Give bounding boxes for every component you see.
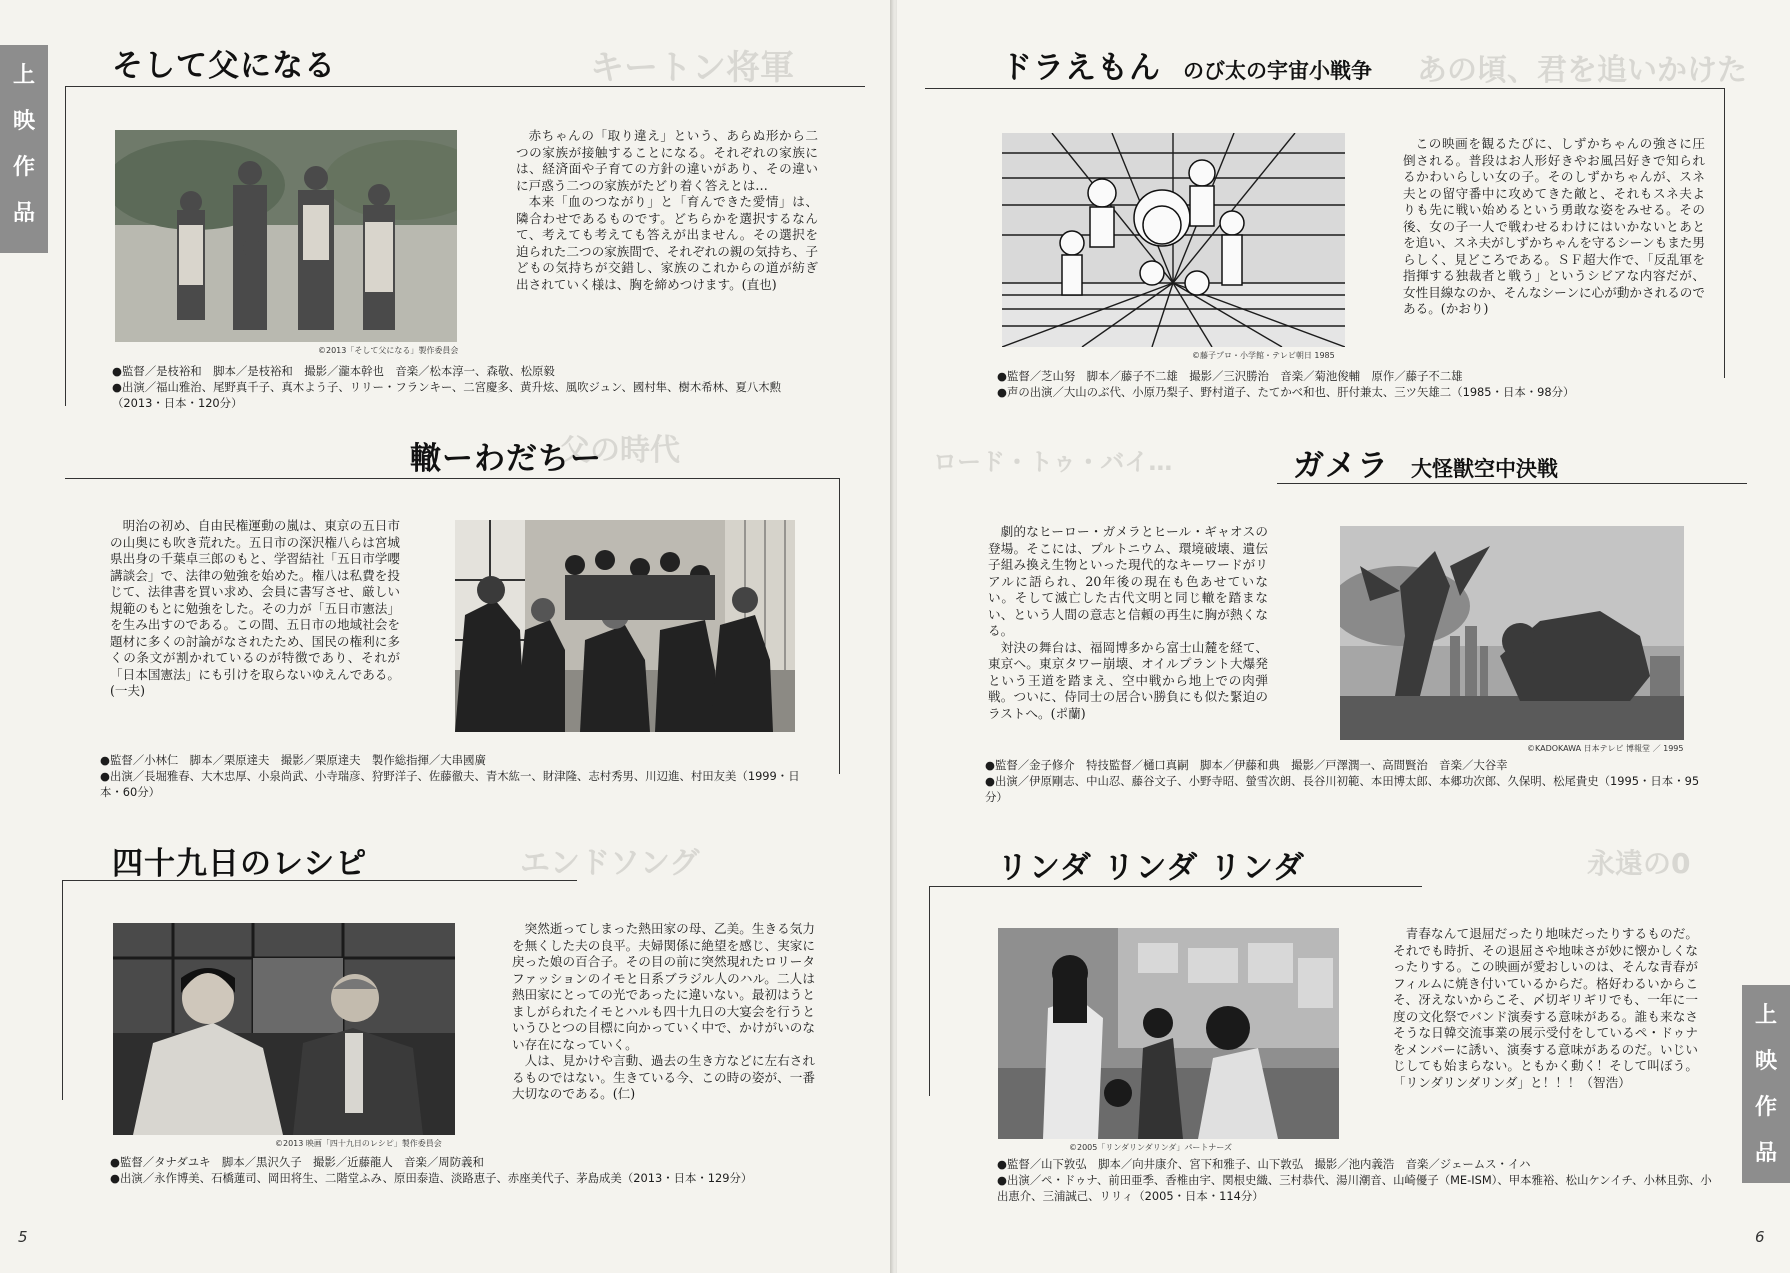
divider	[1277, 483, 1747, 484]
divider	[925, 88, 1725, 89]
film-photo	[455, 520, 795, 732]
right-page	[897, 0, 1790, 1273]
review-paragraph: 人は、見かけや言動、過去の生き方などに左右されるものではない。生きている今、この時の姿が、一番大切なのである。(仁)	[512, 1053, 815, 1101]
staff-line: ●監督／金子修介 特技監督／樋口真嗣 脚本／伊藤和典 撮影／戸澤潤一、高間賢治 音楽／大谷幸	[985, 758, 1508, 772]
film-staff	[985, 757, 1715, 805]
photo-credit: ©藤子プロ・小学館・テレビ朝日 1985	[1192, 351, 1335, 360]
left-page	[0, 0, 893, 1273]
film-staff	[997, 368, 1717, 400]
film-title: そして父になる	[112, 48, 336, 84]
staff-line: ●監督／小林仁 脚本／栗原達夫 撮影／栗原達夫 製作総指揮／大串國廣	[100, 753, 486, 767]
photo-credit: ©2013「そして父になる」製作委員会	[318, 346, 459, 355]
film-title	[1293, 440, 1558, 485]
film-review	[988, 524, 1268, 722]
divider	[62, 880, 577, 881]
side-label-char: 作	[12, 155, 35, 180]
review-paragraph: 本来「血のつながり」と「育んできた愛情」は、隣合わせであるものです。どちらかを選択するなんて、考えても考えても答えが出ません。その選択を迫られた二つの家族間で、それぞれの親の気持ち、子どもの気持ちが交錯し、家族のこれからの道が紡ぎ出されていく様は、胸を締めつけます。(直也)	[516, 194, 818, 292]
showthrough-text: キートン将軍	[590, 48, 794, 88]
film-title	[1001, 42, 1372, 87]
photo-credit: ©KADOKAWA 日本テレビ 博報堂 ／ 1995	[1527, 744, 1684, 753]
divider	[839, 478, 840, 774]
divider	[65, 478, 840, 479]
divider	[1724, 88, 1725, 378]
film-title: リンダ リンダ リンダ	[997, 850, 1305, 886]
film-staff	[110, 1154, 810, 1186]
side-label-char: 作	[1754, 1095, 1777, 1120]
cast-line: ●出演／ペ・ドゥナ、前田亜季、香椎由宇、関根史織、三村恭代、湯川潮音、山崎優子（ME-ISM）、甲本雅裕、松山ケンイチ、小林且弥、小出恵介、三浦誠己、リリィ（2005・日本・114分）	[997, 1173, 1712, 1203]
cast-line: ●出演／永作博美、石橋蓮司、岡田将生、二階堂ふみ、原田泰造、淡路恵子、赤座美代子、茅島成美（2013・日本・129分）	[110, 1171, 753, 1185]
staff-line: ●監督／芝山努 脚本／藤子不二雄 撮影／三沢勝治 音楽／菊池俊輔 原作／藤子不二雄	[997, 369, 1463, 383]
film-photo	[998, 928, 1339, 1139]
showthrough-text: あの頃、君を追いかけた	[1417, 53, 1747, 88]
film-staff	[112, 363, 812, 411]
film-title-main: ドラえもん	[1001, 50, 1161, 86]
showthrough-text: 永遠の0	[1587, 847, 1691, 880]
film-photo	[1002, 133, 1345, 347]
side-label-char: 品	[12, 201, 35, 226]
film-photo	[1340, 526, 1684, 740]
side-label-char: 上	[1754, 1003, 1777, 1028]
film-subtitle: 大怪獣空中決戦	[1411, 457, 1558, 481]
film-review	[110, 518, 400, 700]
divider	[929, 886, 930, 1096]
review-paragraph: 突然逝ってしまった熱田家の母、乙美。生きる気力を無くした夫の良平。夫婦関係に絶望を感じ、実家に戻った娘の百合子。その目の前に突然現れたロリータファッションのイモと日系ブラジル人のハル。二人は熱田家にとっての光であったに違いない。最初はうとましがられたイモとハルも四十九日の大宴会を行うというひとつの目標に向かっていく中で、かけがいのない存在になっていく。	[512, 921, 815, 1052]
side-label-char: 映	[1754, 1049, 1777, 1074]
film-review	[512, 921, 815, 1103]
film-photo	[113, 923, 455, 1135]
film-title-main: ガメラ	[1293, 448, 1389, 484]
film-staff	[100, 752, 810, 800]
film-review	[516, 128, 818, 293]
divider	[62, 880, 63, 1100]
page-number: 6	[1755, 1228, 1765, 1246]
film-subtitle: のび太の宇宙小戦争	[1183, 59, 1372, 83]
cast-line: ●出演／長堀雅春、大木忠厚、小泉尚武、小寺瑞彦、狩野洋子、佐藤徹夫、青木紘一、財津隆、志村秀男、川辺進、村田友美（1999・日本・60分）	[100, 769, 800, 799]
review-paragraph: 対決の舞台は、福岡博多から富士山麓を経て、東京へ。東京タワー崩壊、オイルプラント大爆発という王道を踏まえ、空中戦から地上での肉弾戦。ついに、侍同士の居合い勝負にも似た緊迫のラストへ。(ポ蘭)	[988, 639, 1268, 721]
film-photo	[115, 130, 457, 342]
showthrough-text: エンドソング	[520, 846, 700, 881]
staff-line: ●監督／タナダユキ 脚本／黒沢久子 撮影／近藤龍人 音楽／周防義和	[110, 1155, 484, 1169]
side-label-tab	[1742, 985, 1790, 1183]
divider	[65, 86, 865, 87]
cast-line: ●出演／伊原剛志、中山忍、藤谷文子、小野寺昭、螢雪次朗、長谷川初範、本田博太郎、本郷功次郎、久保明、松尾貴史（1995・日本・95分）	[985, 774, 1700, 804]
divider	[65, 86, 66, 406]
review-paragraph: 青春なんて退屈だったり地味だったりするものだ。それでも時折、その退屈さや地味さが妙に懐かしくなったりする。この映画が愛おしいのは、そんな青春がフィルムに焼き付いているからだ。格好わるいからこそ、冴えないからこそ、〆切ギリギリでも、一年に一度の文化祭でバンド演奏する意味がある。誰も来なさそうな日韓交流事業の展示受付をしているペ・ドゥナをメンバーに誘い、演奏する意味があるのだ。いじいじしても始まらない。ともかく動く！そして叫ぼう。「リンダリンダリンダ」と！！！（智浩）	[1393, 926, 1699, 1090]
side-label-tab	[0, 45, 48, 253]
review-paragraph: 赤ちゃんの「取り違え」という、あらぬ形から二つの家族が接触することになる。それぞれの家族には、経済面や子育ての方針の違いがあり、その違いに戸惑う二つの家族がたどり着く答えとは…	[516, 128, 818, 193]
review-paragraph: 明治の初め、自由民権運動の嵐は、東京の五日市の山奥にも吹き荒れた。五日市の深沢権八らは宮城県出身の千葉卓三郎のもと、学習結社「五日市学嚶講談会」で、法律の勉強を始めた。権八は私費を投じて、法律書を買い求め、会員に書写させ、厳しい規範のもとに勉強をした。その力が「五日市憲法」を生み出すのである。この間、五日市の地域社会を題材に多くの討論がなされたため、国民の権利に多くの条文が割かれているのが特徴であり、それが「日本国憲法」にも引けを取らないゆえんである。(一夫)	[110, 518, 400, 698]
film-review	[1393, 926, 1698, 1091]
side-label-char: 上	[12, 63, 35, 88]
review-paragraph: この映画を観るたびに、しずかちゃんの強さに圧倒される。普段はお人形好きやお風呂好きで知られるかわいらしい女の子。そのしずかちゃんが、スネ夫との留守番中に攻めてきた敵と、それもスネ夫よりも先に戦い始めるという勇敢な姿をみせる。その後、女の子一人で戦わせるわけにはいかないとあとを追い、スネ夫がしずかちゃんを守るシーンもまた男らしく、見どころである。ＳＦ超大作で、「反乱軍を指揮する独裁者と戦う」というシビアな内容だが、女性目線なのか、そんなシーンに心が動かされるのである。(かおり)	[1403, 136, 1705, 316]
film-title: 轍ーわだちー	[410, 441, 602, 477]
side-label-char: 映	[12, 109, 35, 134]
review-paragraph: 劇的なヒーロー・ガメラとヒール・ギャオスの登場。そこには、プルトニウム、環境破壊、遺伝子組み換え生物といった現代的なキーワードがリアルに語られ、20年後の現在も色あせていない。そして滅亡した古代文明と同じ轍を踏まない、という人間の意志と信頼の再生に胸が熱くなる。	[988, 524, 1268, 638]
cast-line: ●出演／福山雅治、尾野真千子、真木よう子、リリー・フランキー、二宮慶多、黄升炫、風吹ジュン、國村隼、樹木希林、夏八木勲（2013・日本・120分）	[112, 380, 782, 410]
divider	[929, 886, 1422, 887]
showthrough-text: 父の時代	[560, 433, 680, 468]
showthrough-text: ロード・トゥ・バイ…	[933, 448, 1173, 476]
photo-credit: ©2013 映画「四十九日のレシピ」製作委員会	[275, 1139, 442, 1148]
side-label-char: 品	[1754, 1141, 1777, 1166]
page-number: 5	[18, 1228, 28, 1246]
staff-line: ●監督／是枝裕和 脚本／是枝裕和 撮影／瀧本幹也 音楽／松本淳一、森敬、松原毅	[112, 364, 555, 378]
staff-line: ●監督／山下敦弘 脚本／向井康介、宮下和雅子、山下敦弘 撮影／池内義浩 音楽／ジェームス・イハ	[997, 1157, 1531, 1171]
film-review	[1403, 136, 1705, 318]
film-staff	[997, 1156, 1717, 1204]
cast-line: ●声の出演／大山のぶ代、小原乃梨子、野村道子、たてかべ和也、肝付兼太、三ツ矢雄二（1985・日本・98分）	[997, 385, 1575, 399]
photo-credit: ©2005「リンダリンダリンダ」パートナーズ	[1069, 1143, 1232, 1152]
film-title: 四十九日のレシピ	[112, 846, 368, 882]
